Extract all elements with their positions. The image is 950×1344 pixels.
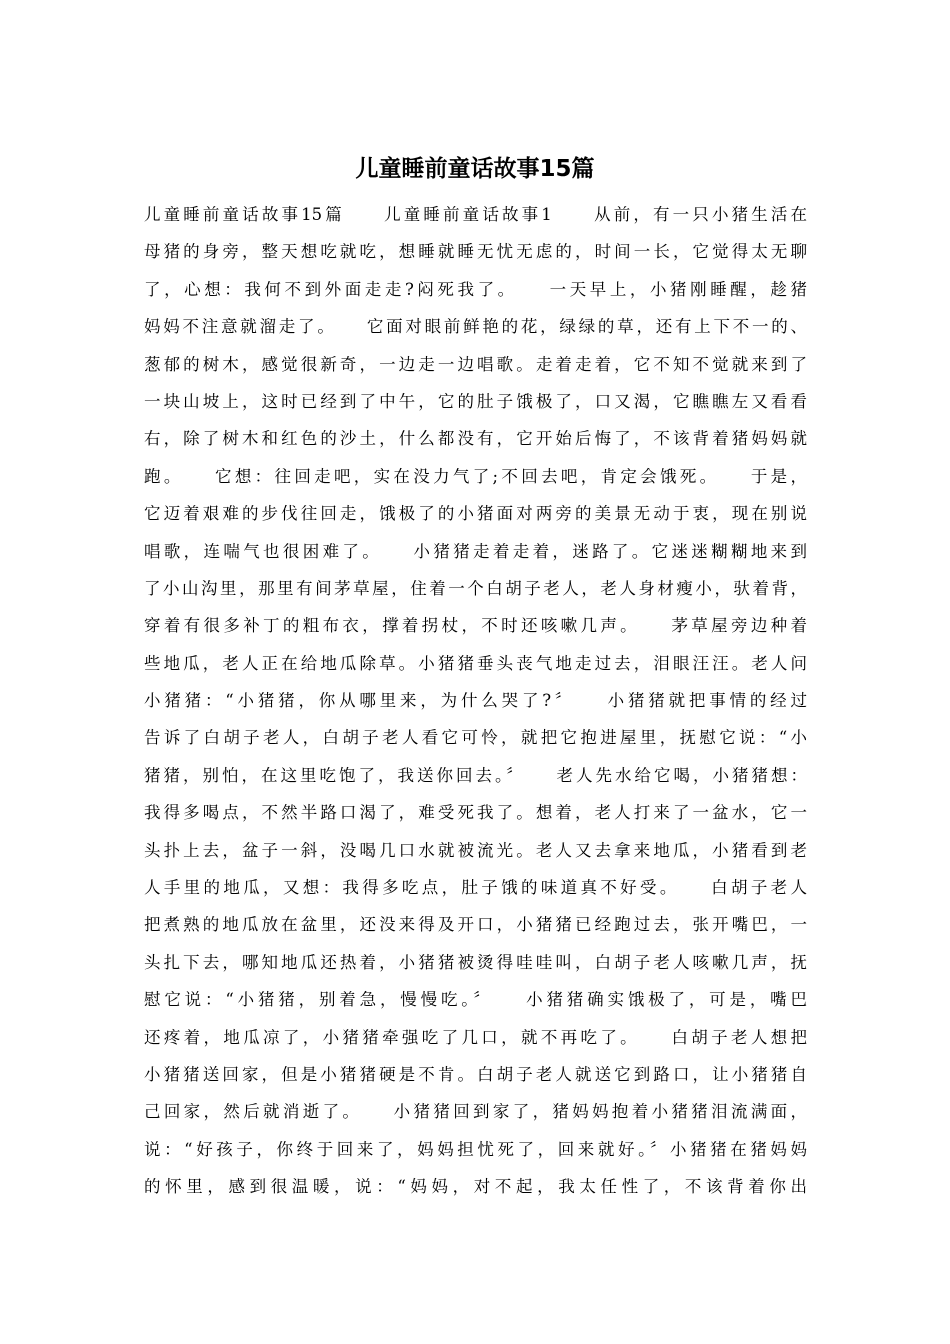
body-line: 一块山坡上，这时已经到了中午，它的肚子饿极了，口又渴，它瞧瞧左又看看 [144,391,807,411]
body-line: 头扑上去，盆子一斜，没喝几口水就被流光。老人又去拿来地瓜，小猪看到老 [144,840,807,860]
body-line: 儿童睡前童话故事15篇 儿童睡前童话故事1 从前，有一只小猪生活在 [144,205,807,224]
body-line: 唱歌，连喘气也很困难了。 小猪猪走着走着，迷路了。它迷迷糊糊地来到 [144,541,807,561]
body-line: 把煮熟的地瓜放在盆里，还没来得及开口，小猪猪已经跑过去，张开嘴巴，一 [144,915,807,935]
body-line: 穿着有很多补丁的粗布衣，撑着拐杖，不时还咳嗽几声。 茅草屋旁边种着 [144,616,807,636]
body-line: 了小山沟里，那里有间茅草屋，住着一个白胡子老人，老人身材瘦小，驮着背， [144,578,807,598]
body-line: 的怀里，感到很温暖，说：“妈妈，对不起，我太任性了，不该背着你出 [144,1177,807,1197]
body-line: 人手里的地瓜，又想：我得多吃点，肚子饿的味道真不好受。 白胡子老人 [144,878,807,898]
body-line: 小猪猪：“小猪猪，你从哪里来，为什么哭了?〞 小猪猪就把事情的经过 [144,691,807,711]
body-line: 告诉了白胡子老人，白胡子老人看它可怜，就把它抱进屋里，抚慰它说：“小 [144,728,807,748]
body-line: 妈妈不注意就溜走了。 它面对眼前鲜艳的花，绿绿的草，还有上下不一的、 [144,317,807,337]
body-line: 慰它说：“小猪猪，别着急，慢慢吃。〞 小猪猪确实饿极了，可是，嘴巴 [144,990,807,1010]
body-line: 说：“好孩子，你终于回来了，妈妈担忧死了，回来就好。〞小猪猪在猪妈妈 [144,1139,807,1159]
body-line: 了，心想：我何不到外面走走?闷死我了。 一天早上，小猪刚睡醒，趁猪 [144,279,807,299]
body-line: 还疼着，地瓜凉了，小猪猪牵强吃了几口，就不再吃了。 白胡子老人想把 [144,1027,807,1047]
body-line: 猪猪，别怕，在这里吃饱了，我送你回去。〞 老人先水给它喝，小猪猪想： [144,765,807,785]
document-title: 儿童睡前童话故事15篇 [355,156,595,182]
body-line: 右，除了树木和红色的沙土，什么都没有，它开始后悔了，不该背着猪妈妈就 [144,429,807,449]
body-line: 跑。 它想：往回走吧，实在没力气了;不回去吧，肯定会饿死。 于是， [144,466,807,486]
document-body [144,196,807,1206]
body-line: 些地瓜，老人正在给地瓜除草。小猪猪垂头丧气地走过去，泪眼汪汪。老人问 [144,653,807,673]
body-line: 它迈着艰难的步伐往回走，饿极了的小猪面对两旁的美景无动于衷，现在别说 [144,504,807,524]
body-line: 己回家，然后就消逝了。 小猪猪回到家了，猪妈妈抱着小猪猪泪流满面， [144,1102,807,1122]
body-line: 我得多喝点，不然半路口渴了，难受死我了。想着，老人打来了一盆水，它一 [144,803,807,823]
body-line: 小猪猪送回家，但是小猪猪硬是不肯。白胡子老人就送它到路口，让小猪猪自 [144,1064,807,1084]
body-line: 母猪的身旁，整天想吃就吃，想睡就睡无忧无虑的，时间一长，它觉得太无聊 [144,242,807,262]
body-line: 头扎下去，哪知地瓜还热着，小猪猪被烫得哇哇叫，白胡子老人咳嗽几声，抚 [144,952,807,972]
body-line: 葱郁的树木，感觉很新奇，一边走一边唱歌。走着走着，它不知不觉就来到了 [144,354,807,374]
